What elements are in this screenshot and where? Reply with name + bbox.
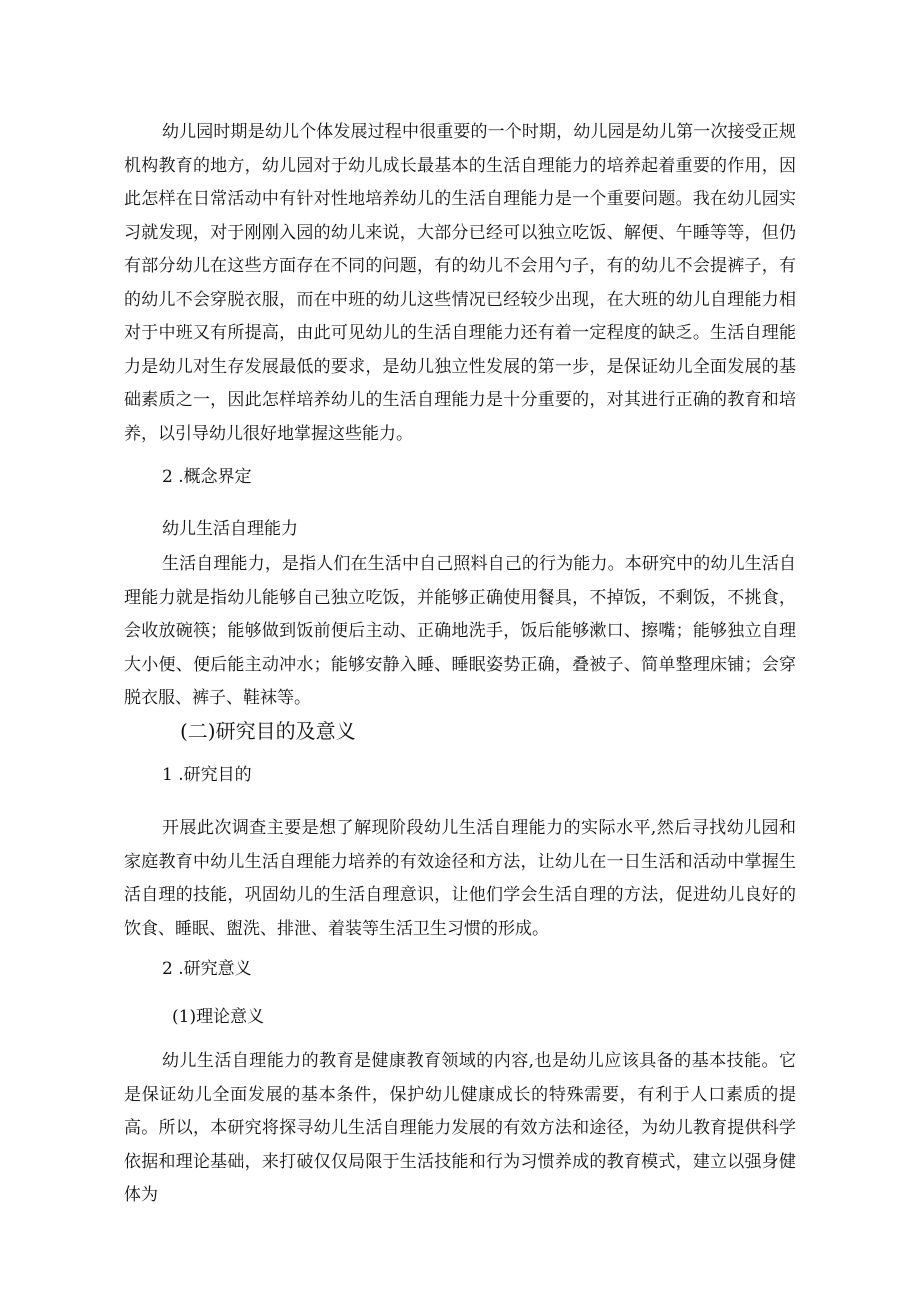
theory-paragraph: 幼儿生活自理能力的教育是健康教育领域的内容,也是幼儿应该具备的基本技能。它是保证幼儿全面发展的基本条件，保护幼儿健康成长的特殊需要，有利于人口素质的提高。所以，本研究将探寻幼儿生活自理能力发展的有效方法和途径，为幼儿教育提供科学依据和理论基础，来打破仅仅局限于生活技能和行为习惯养成的教育模式，建立以强身健体为 xyxy=(124,1051,796,1205)
section-heading: (二)研究目的及意义 xyxy=(180,719,356,743)
significance-heading: 2 .研究意义 xyxy=(162,959,252,979)
concept-heading: 2 .概念界定 xyxy=(162,467,252,487)
intro-paragraph: 幼儿园时期是幼儿个体发展过程中很重要的一个时期，幼儿园是幼儿第一次接受正规机构教育的地方，幼儿园对于幼儿成长最基本的生活自理能力的培养起着重要的作用，因此怎样在日常活动中有针对性地培养幼儿的生活自理能力是一个重要问题。我在幼儿园实习就发现，对于刚刚入园的幼儿来说，大部分已经可以独立吃饭、解便、午睡等等，但仍有部分幼儿在这些方面存在不同的问题，有的幼儿不会用勺子，有的幼儿不会提裤子，有的幼儿不会穿脱衣服，而在中班的幼儿这些情况已经较少出现，在大班的幼儿自理能力相对于中班又有所提高，由此可见幼儿的生活自理能力还有着一定程度的缺乏。生活自理能力是幼儿对生存发展最低的要求，是幼儿独立性发展的第一步，是保证幼儿全面发展的基础素质之一，因此怎样培养幼儿的生活自理能力是十分重要的，对其进行正确的教育和培养，以引导幼儿很好地掌握这些能力。 xyxy=(124,122,796,444)
concept-paragraph: 生活自理能力，是指人们在生活中自己照料自己的行为能力。本研究中的幼儿生活自理能力就是指幼儿能够自己独立吃饭，并能够正确使用餐具，不掉饭，不剩饭，不挑食，会收放碗筷；能够做到饭前便后主动、正确地洗手，饭后能够漱口、擦嘴；能够独立自理大小便、便后能主动冲水；能够安静入睡、睡眠姿势正确，叠被子、简单整理床铺；会穿脱衣服、裤子、鞋袜等。 xyxy=(124,554,796,708)
concept-term: 幼儿生活自理能力 xyxy=(162,519,298,539)
purpose-heading: 1 .研究目的 xyxy=(162,765,252,785)
purpose-paragraph: 开展此次调查主要是想了解现阶段幼儿生活自理能力的实际水平,然后寻找幼儿园和家庭教育中幼儿生活自理能力培养的有效途径和方法，让幼儿在一日生活和活动中掌握生活自理的技能，巩固幼儿的生活自理意识，让他们学会生活自理的方法，促进幼儿良好的饮食、睡眠、盥洗、排泄、着装等生活卫生习惯的形成。 xyxy=(124,818,796,939)
theory-heading: (1)理论意义 xyxy=(172,1007,265,1027)
